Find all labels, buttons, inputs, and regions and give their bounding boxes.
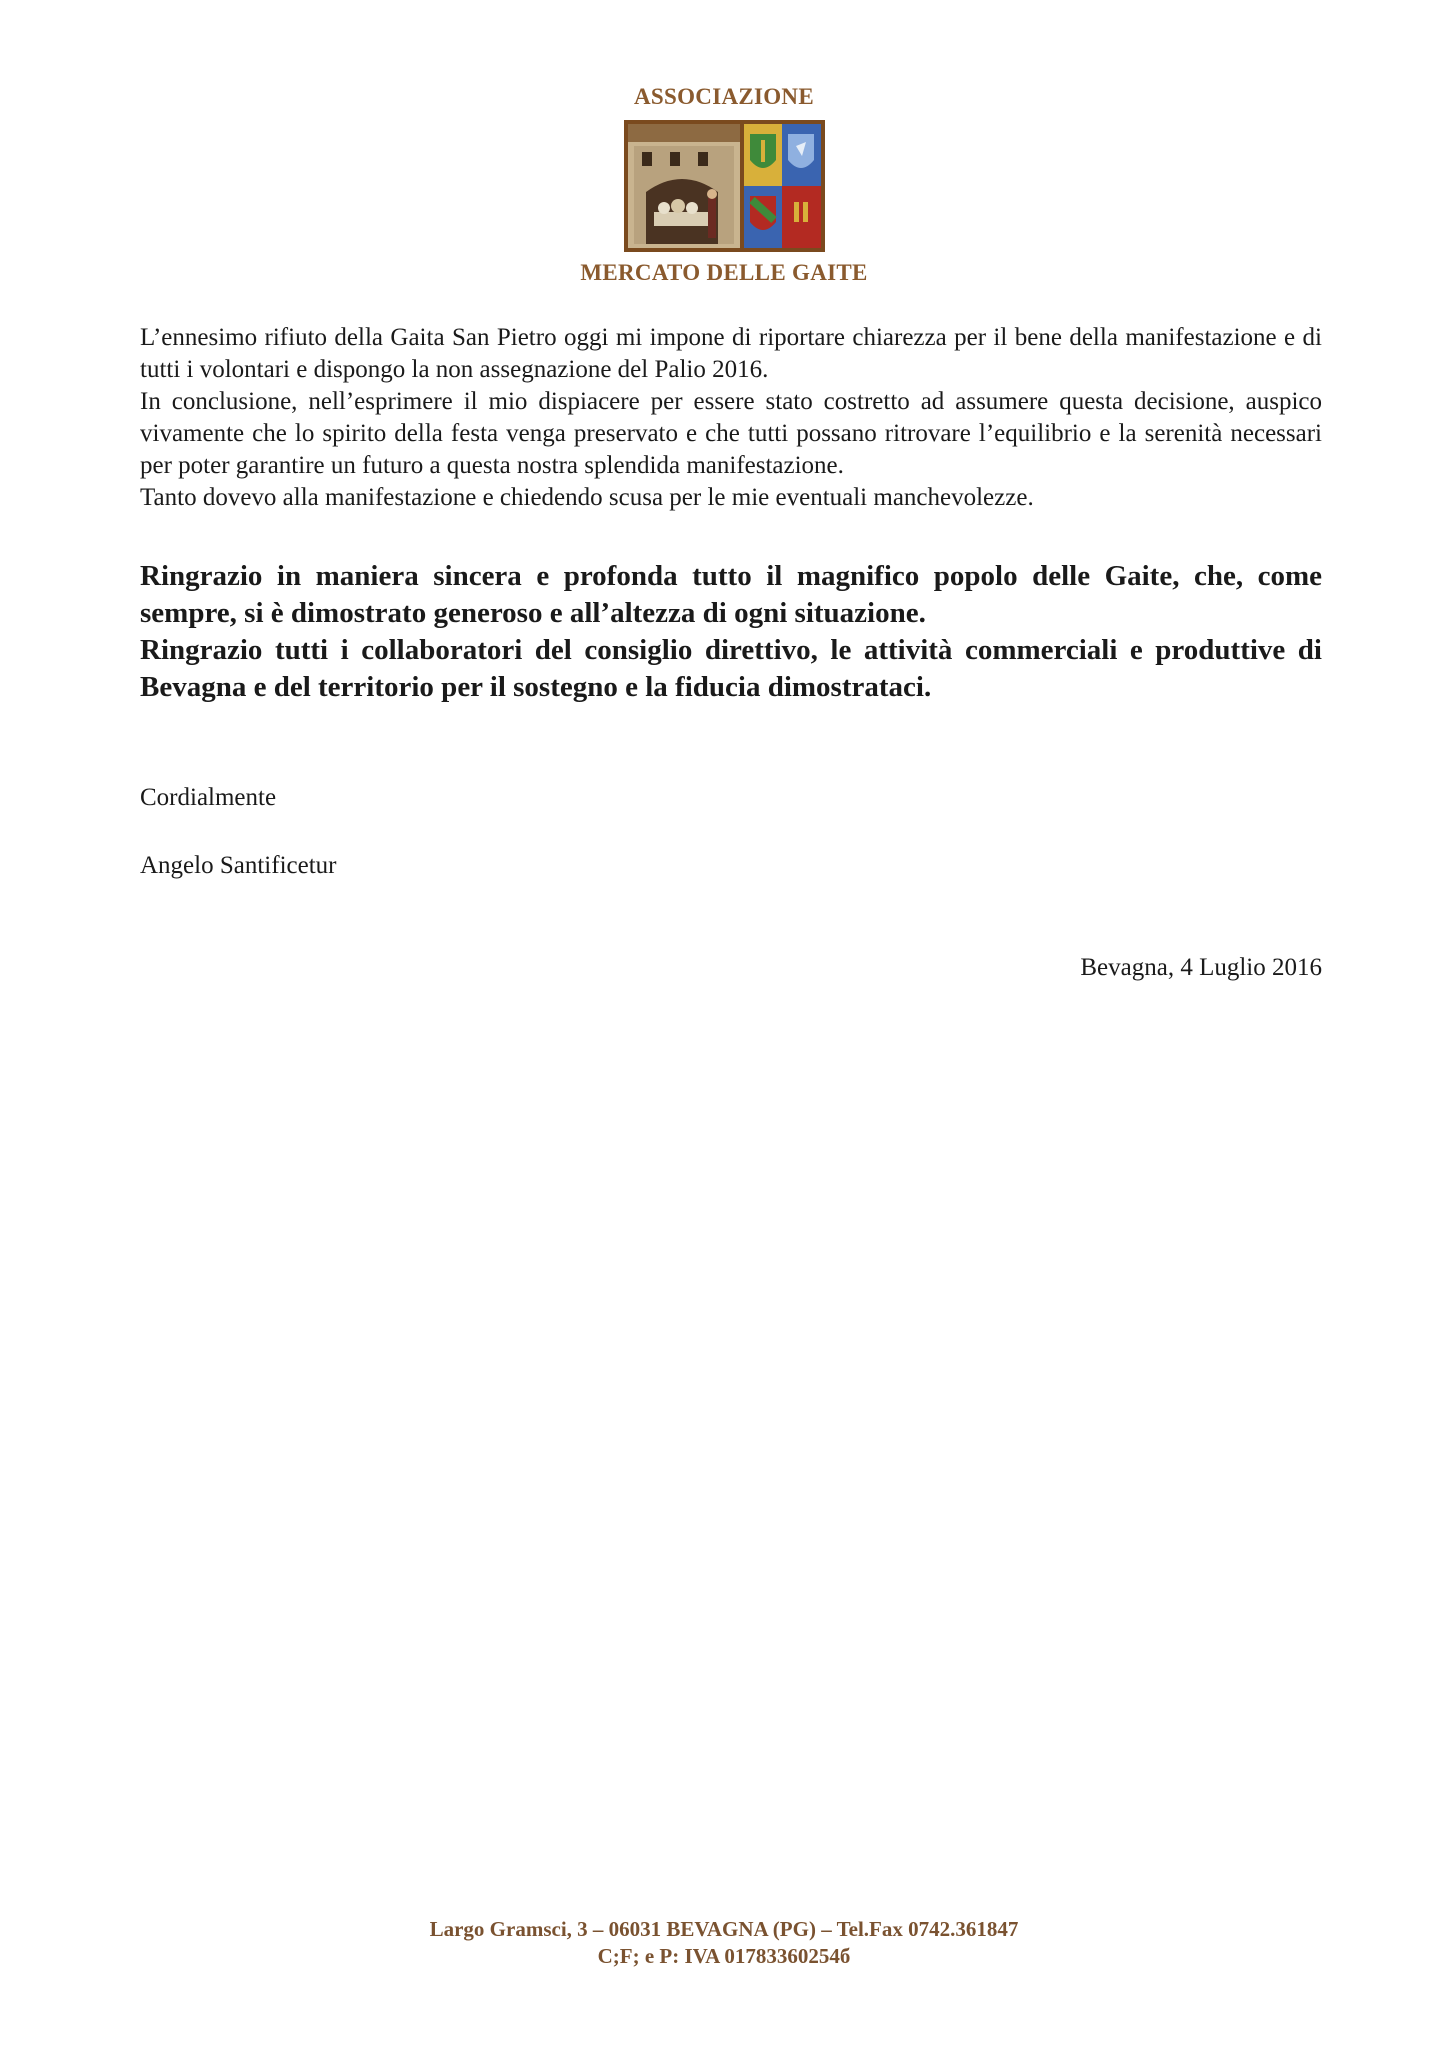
letter-date: Bevagna, 4 Luglio 2016 bbox=[1080, 954, 1322, 981]
org-name-top: ASSOCIAZIONE bbox=[634, 84, 814, 109]
org-name-bottom: MERCATO DELLE GAITE bbox=[580, 260, 868, 285]
footer-line: C;F; e P: IVA 01783360254б bbox=[597, 1944, 851, 1968]
body-paragraph: L’ennesimo rifiuto della Gaita San Pietro oggi mi impone di riportare chiarezza per il bene della manifestazione e di tutti i volontari e dispongo la non assegnazione del Palio 2016. bbox=[140, 324, 1322, 383]
body-paragraph: In conclusione, nell’esprimere il mio dispiacere per essere stato costretto ad assumere questa decisione, auspico vivamente che lo spirito della festa venga preservato e che tutti possano ritrovare l’equilibrio e la serenità necessari per poter garantire un futuro a questa nostra splendida manifestazione. bbox=[140, 388, 1322, 479]
association-crest-icon bbox=[624, 120, 825, 252]
signature-name: Angelo Santificetur bbox=[140, 852, 337, 879]
footer-line: Largo Gramsci, 3 – 06031 BEVAGNA (PG) – Tel.Fax 0742.361847 bbox=[429, 1917, 1019, 1941]
thanks-paragraph: Ringrazio tutti i collaboratori del consiglio direttivo, le attività commerciali e produttive di Bevagna e del territorio per il sostegno e la fiducia dimostrataci. bbox=[140, 634, 1322, 703]
thanks-block bbox=[140, 558, 1322, 706]
closing-salutation: Cordialmente bbox=[140, 784, 277, 811]
thanks-paragraph: Ringrazio in maniera sincera e profonda tutto il magnifico popolo delle Gaite, che, come sempre, si è dimostrato generoso e all’altezza di ogni situazione. bbox=[140, 560, 1322, 629]
body-paragraph: Tanto dovevo alla manifestazione e chiedendo scusa per le mie eventuali manchevolezze. bbox=[140, 484, 1034, 511]
footer-address bbox=[0, 1916, 1448, 1970]
letter-body bbox=[140, 322, 1322, 514]
